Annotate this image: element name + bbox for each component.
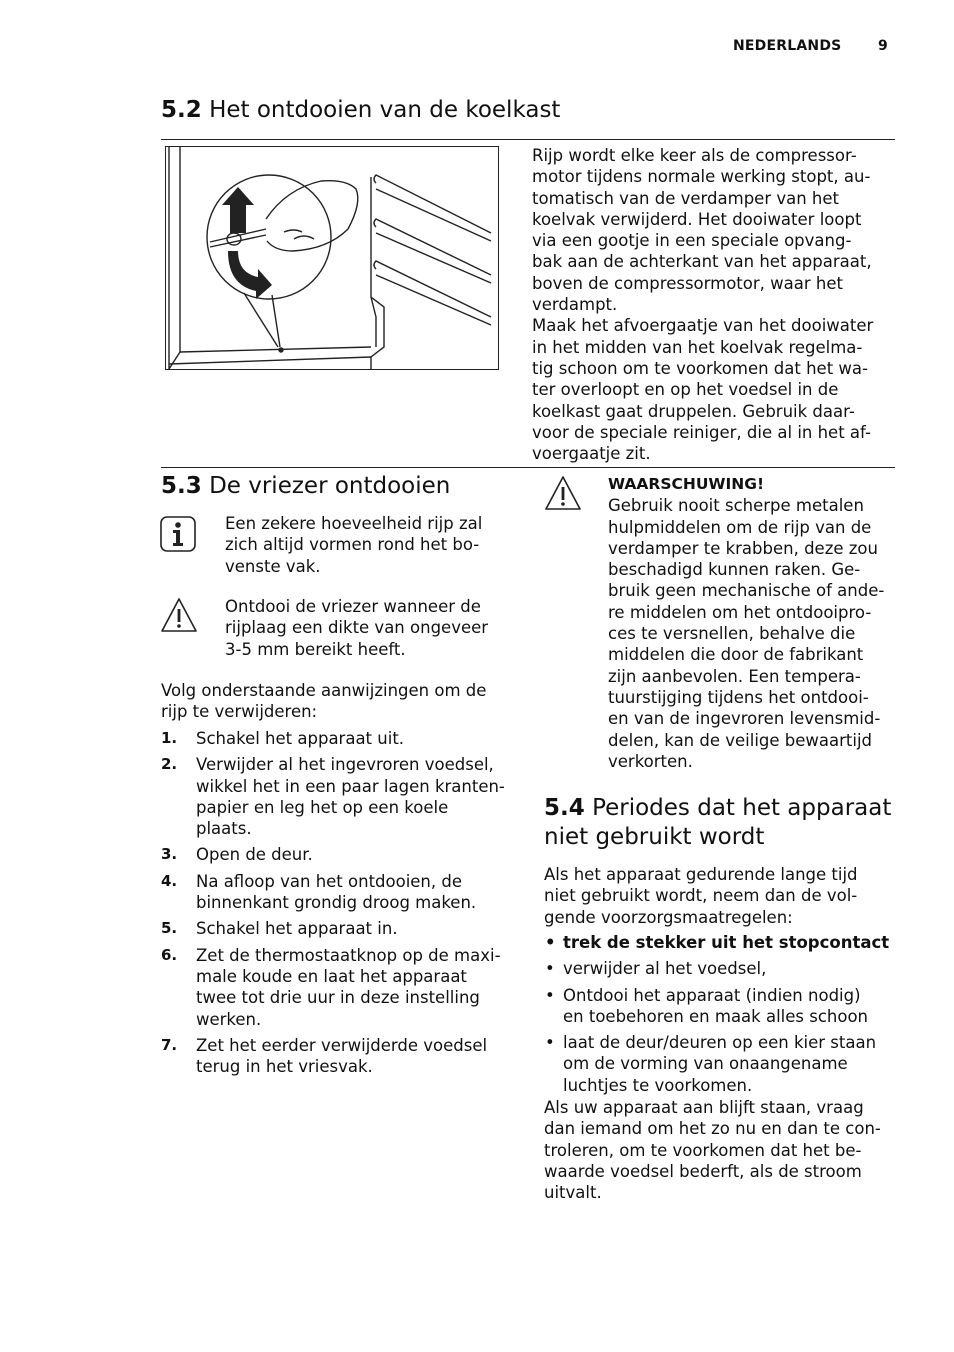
step-number: 4. [161, 871, 178, 890]
text-line: in het midden van het koelvak regelma- [532, 337, 863, 357]
defrost-drain-drawing [166, 147, 498, 369]
text-line: motor tijdens normale werking stopt, au- [532, 167, 871, 187]
text-line: 3-5 mm bereikt heeft. [225, 639, 406, 659]
section-number: 5.2 [161, 97, 202, 123]
step-item [161, 945, 521, 1030]
step-text-line: Open de deur. [196, 845, 313, 865]
bullet-text-line: om de vorming van onaangename [563, 1054, 848, 1074]
bullet-item [544, 932, 899, 953]
warning-icon [543, 474, 581, 512]
precautions-outro [544, 1097, 899, 1203]
step-text-line: Schakel het apparaat uit. [196, 729, 405, 748]
defrost-fridge-text [532, 145, 894, 464]
text-line: rijp te verwijderen: [161, 702, 318, 722]
precautions-list [544, 932, 899, 1101]
warning-box [608, 474, 898, 772]
section-divider [161, 467, 895, 468]
step-text-line: wikkel het in een paar lagen kranten- [196, 776, 505, 796]
step-text-line: binnenkant grondig droog maken. [196, 893, 477, 913]
step-item [161, 871, 521, 914]
bullet-text-line: laat de deur/deuren op een kier staan [563, 1033, 877, 1053]
step-item [161, 918, 521, 939]
step-text-line: Na afloop van het ontdooien, de [196, 871, 463, 891]
section-title-line-2: niet gebruikt wordt [544, 824, 765, 850]
text-line: zich altijd vormen rond het bo- [225, 535, 480, 555]
step-text-line: werken. [196, 1009, 262, 1029]
section-divider [161, 139, 895, 140]
warning-title: WAARSCHUWING! [608, 475, 765, 493]
text-line: beschadigd kunnen raken. Ge- [608, 560, 861, 580]
text-line: middelen die door de fabrikant [608, 645, 864, 665]
bullet-item [544, 958, 899, 979]
caution-note [225, 596, 515, 660]
step-number: 2. [161, 755, 178, 774]
text-line: tuurstijging tijdens het ontdooi- [608, 687, 869, 707]
step-text-line: Verwijder al het ingevroren voedsel, [196, 755, 494, 775]
text-line: ter overloopt en op het voedsel in de [532, 380, 839, 400]
text-line: zijn aanbevolen. Een tempera- [608, 666, 861, 686]
step-item [161, 728, 521, 749]
bullet-text-line: en toebehoren en maak alles schoon [563, 1006, 869, 1026]
section-number: 5.4 [544, 795, 585, 821]
bullet-text-line: luchtjes te voorkomen. [563, 1075, 753, 1095]
bullet-icon: • [545, 1033, 555, 1053]
step-number: 3. [161, 845, 178, 864]
text-line: voergaatje zit. [532, 444, 651, 464]
step-text-line: male koude en laat het apparaat [196, 966, 467, 986]
text-line: niet gebruikt wordt, neem dan de vol- [544, 886, 858, 906]
section-5-2-heading [161, 96, 560, 125]
info-icon [159, 515, 197, 553]
text-line: Maak het afvoergaatje van het dooiwater [532, 316, 874, 336]
step-text-line: Zet de thermostaatknop op de maxi- [196, 945, 501, 965]
bullet-text-line: trek de stekker uit het stopcontact [563, 933, 890, 952]
text-line: Een zekere hoeveelheid rijp zal [225, 514, 483, 533]
section-title-line-1: Periodes dat het apparaat [592, 795, 892, 821]
step-item [161, 754, 521, 839]
step-text-line: Schakel het apparaat in. [196, 919, 398, 939]
section-5-4-heading [544, 794, 894, 852]
text-line: waarde voedsel bederft, als de stroom [544, 1161, 862, 1181]
running-header-language: NEDERLANDS [733, 38, 842, 54]
bullet-item [544, 985, 899, 1028]
text-line: Ontdooi de vriezer wanneer de [225, 597, 481, 616]
text-line: via een gootje in een speciale opvang- [532, 231, 852, 251]
bullet-text-line: verwijder al het voedsel, [563, 959, 767, 979]
section-title: De vriezer ontdooien [209, 473, 451, 499]
text-line: gende voorzorgsmaatregelen: [544, 907, 793, 927]
defrost-illustration [165, 146, 499, 370]
text-line: Gebruik nooit scherpe metalen [608, 496, 864, 516]
text-line: hulpmiddelen om de rijp van de [608, 517, 872, 537]
info-note [225, 513, 515, 577]
text-line: Volg onderstaande aanwijzingen om de [161, 681, 487, 700]
bullet-icon: • [545, 959, 555, 979]
text-line: koelvak verwijderd. Het dooiwater loopt [532, 209, 862, 229]
text-line: bak aan de achterkant van het apparaat, [532, 252, 872, 272]
step-text-line: twee tot drie uur in deze instelling [196, 988, 480, 1008]
section-title: Het ontdooien van de koelkast [209, 97, 561, 123]
text-line: verdamper te krabben, deze zou [608, 538, 878, 558]
page-number: 9 [878, 38, 888, 54]
text-line: Als uw apparaat aan blijft staan, vraag [544, 1098, 864, 1117]
text-line: tomatisch van de verdamper van het [532, 188, 839, 208]
text-line: uitvalt. [544, 1183, 602, 1203]
step-text-line: plaats. [196, 819, 252, 839]
instructions-intro [161, 680, 516, 723]
step-number: 6. [161, 945, 178, 964]
precautions-intro [544, 864, 894, 928]
text-line: dan iemand om het zo nu en dan te con- [544, 1119, 881, 1139]
step-text-line: papier en leg het op een koele [196, 797, 449, 817]
text-line: rijplaag een dikte van ongeveer [225, 618, 489, 638]
text-line: koelkast gaat druppelen. Gebruik daar- [532, 401, 855, 421]
text-line: bruik geen mechanische of ande- [608, 581, 885, 601]
text-line: voor de speciale reiniger, die al in het af- [532, 422, 871, 442]
step-text-line: terug in het vriesvak. [196, 1057, 373, 1077]
text-line: tig schoon om te voorkomen dat het wa- [532, 358, 868, 378]
text-line: ces te versnellen, behalve die [608, 624, 856, 644]
caution-icon [159, 596, 197, 634]
step-number: 5. [161, 919, 178, 938]
bullet-icon: • [545, 985, 555, 1005]
step-text-line: Zet het eerder verwijderde voedsel [196, 1035, 488, 1055]
defrost-steps-list [161, 728, 521, 1082]
text-line: delen, kan de veilige bewaartijd [608, 730, 873, 750]
paragraph-frost-removal [532, 145, 894, 315]
text-line: verdampt. [532, 295, 618, 315]
step-number: 7. [161, 1035, 178, 1054]
text-line: Als het apparaat gedurende lange tijd [544, 865, 858, 884]
text-line: verkorten. [608, 751, 693, 771]
warning-text [608, 495, 898, 772]
bullet-icon: • [545, 933, 556, 952]
bullet-text-line: Ontdooi het apparaat (indien nodig) [563, 985, 861, 1005]
paragraph-drain-cleaning [532, 315, 894, 464]
bullet-item [544, 1032, 899, 1096]
text-line: venste vak. [225, 556, 321, 576]
text-line: boven de compressormotor, waar het [532, 273, 843, 293]
step-item [161, 844, 521, 865]
section-5-3-heading [161, 472, 450, 501]
text-line: Rijp wordt elke keer als de compressor- [532, 146, 857, 165]
text-line: en van de ingevroren levensmid- [608, 709, 881, 729]
text-line: re middelen om het ontdooipro- [608, 602, 872, 622]
text-line: troleren, om te voorkomen dat het be- [544, 1140, 862, 1160]
section-number: 5.3 [161, 473, 202, 499]
step-number: 1. [161, 729, 178, 747]
step-item [161, 1035, 521, 1078]
